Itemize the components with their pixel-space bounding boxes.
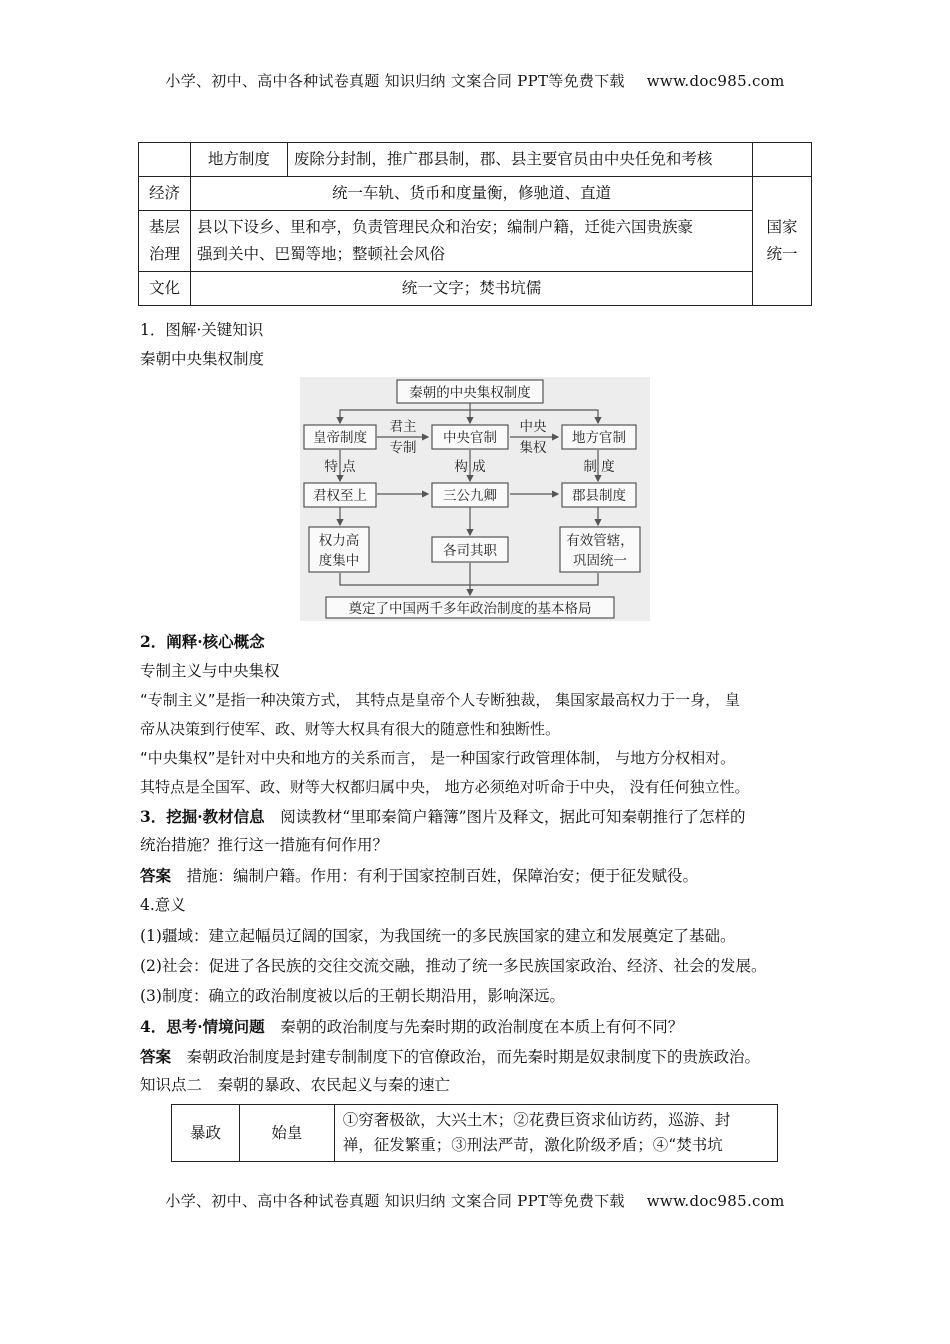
content-line-a: ①穷奢极欲，大兴土木；②花费巨资求仙访药，巡游、封	[342, 1111, 731, 1129]
header-url[interactable]: www.doc985.com	[646, 72, 785, 90]
table-cell-sub-label: 始皇	[239, 1105, 334, 1162]
central-power-diagram	[300, 377, 650, 621]
table-row	[139, 177, 812, 211]
answer-label: 答案	[140, 1047, 172, 1066]
page-header	[0, 70, 950, 91]
section-3-question-text: 阅读教材“里耶秦简户籍簿”图片及释文，据此可知秦朝推行了怎样的	[280, 808, 746, 826]
answer-text: 措施：编制户籍。作用：有利于国家控制百姓，保障治安；便于征发赋役。	[186, 867, 699, 885]
label-line-b: 治理	[148, 245, 180, 263]
node-power-line-b: 度集中	[318, 553, 360, 569]
significance-item-2: (2)社会：促进了各民族的交往交流交融，推动了统一多民族国家政治、经济、社会的发展。	[140, 957, 767, 975]
node-supreme: 君权至上	[313, 488, 367, 504]
section-1-subtitle: 秦朝中央集权制度	[140, 350, 265, 368]
table-row	[139, 272, 812, 306]
content-line-b: 禅，征发繁重；③刑法严苛，激化阶级矛盾；④“焚书坑	[342, 1136, 723, 1154]
table-cell: 废除分封制，推广郡县制，郡、县主要官员由中央任免和考核	[287, 143, 752, 177]
vertical-label: 制 度	[583, 459, 615, 475]
significance-item-1: (1)疆域：建立起幅员辽阔的国家，为我国统一的多民族国家的建立和发展奠定了基础。	[140, 927, 736, 945]
link-label: 中央	[519, 419, 547, 435]
side-label-a: 国家	[766, 218, 798, 236]
section-5-answer	[140, 1042, 812, 1072]
page-footer	[0, 1190, 950, 1211]
vertical-label: 构 成	[454, 459, 486, 475]
concept-paragraph-2-line-1: “中央集权”是针对中央和地方的关系而言， 是一种国家行政管理体制， 与地方分权相对。	[140, 749, 736, 767]
link-label: 君主	[389, 419, 417, 435]
table-row	[139, 143, 812, 177]
table-cell-side	[753, 177, 812, 306]
node-sangong: 三公九卿	[443, 488, 497, 504]
answer-label: 答案	[140, 866, 172, 885]
section-5-question	[140, 1012, 812, 1042]
section-5-question-text: 秦朝的政治制度与先秦时期的政治制度在本质上有何不同？	[280, 1018, 684, 1036]
section-2-subtitle: 专制主义与中央集权	[140, 662, 280, 680]
table-cell-label: 暴政	[172, 1105, 240, 1162]
section-3-title: 3．挖掘·教材信息	[140, 807, 265, 826]
content-line-b: 强到关中、巴蜀等地；整顿社会风俗	[196, 245, 445, 263]
table-cell	[753, 143, 812, 177]
footer-text: 小学、初中、高中各种试卷真题 知识归纳 文案合同 PPT等免费下载	[165, 1192, 625, 1210]
table-cell-label	[139, 211, 191, 272]
link-label: 集权	[519, 440, 547, 456]
node-central: 中央官制	[443, 430, 497, 446]
table-cell	[139, 143, 191, 177]
significance-item-3: (3)制度：确立的政治制度被以后的王朝长期沿用，影响深远。	[140, 987, 565, 1005]
section-3-question-line-1	[140, 802, 812, 832]
header-text: 小学、初中、高中各种试卷真题 知识归纳 文案合同 PPT等免费下载	[165, 72, 625, 90]
tyranny-table	[171, 1104, 778, 1162]
label-line-a: 基层	[148, 218, 180, 236]
section-3-question-line-2: 统治措施？推行这一措施有何作用？	[140, 836, 389, 854]
link-label: 专制	[389, 440, 417, 456]
table-row	[139, 211, 812, 272]
concept-paragraph-2-line-2: 其特点是全国军、政、财等大权都归属中央， 地方必须绝对听命于中央， 没有任何独立性。	[140, 778, 750, 796]
content-line-a: 县以下设乡、里和亭，负责管理民众和治安；编制户籍，迁徙六国贵族豪	[196, 218, 693, 236]
section-3-answer	[140, 861, 812, 891]
table-cell-label: 经济	[139, 177, 191, 211]
concept-paragraph-1-line-2: 帝从决策到行使军、政、财等大权具有很大的随意性和独断性。	[140, 720, 561, 738]
table-cell	[334, 1105, 777, 1162]
section-4-title: 4.意义	[140, 896, 186, 914]
table-cell	[190, 211, 752, 272]
section-1-title: 1．图解·关键知识	[140, 321, 264, 339]
table-cell: 统一车轨、货币和度量衡，修驰道、直道	[190, 177, 752, 211]
node-power-line-a: 权力高	[318, 533, 360, 549]
footer-url[interactable]: www.doc985.com	[646, 1192, 785, 1210]
node-junxian: 郡县制度	[572, 488, 626, 504]
node-duty: 各司其职	[443, 543, 497, 559]
node-bottom: 奠定了中国两千多年政治制度的基本格局	[348, 601, 592, 617]
node-govern-line-a: 有效管辖，	[566, 533, 634, 549]
node-emperor: 皇帝制度	[313, 430, 367, 446]
qin-measures-table	[138, 142, 812, 306]
diagram-title: 秦朝的中央集权制度	[409, 385, 531, 401]
section-6-title: 知识点二 秦朝的暴政、农民起义与秦的速亡	[140, 1076, 451, 1094]
concept-paragraph-1-line-1: “专制主义”是指一种决策方式， 其特点是皇帝个人专断独裁， 集国家最高权力于一身， 皇	[140, 691, 740, 709]
table-cell-label: 文化	[139, 272, 191, 306]
answer-text: 秦朝政治制度是封建专制制度下的官僚政治，而先秦时期是奴隶制度下的贵族政治。	[186, 1048, 761, 1066]
node-govern-line-b: 巩固统一	[573, 553, 627, 569]
table-cell-sub-label: 地方制度	[190, 143, 287, 177]
table-cell: 统一文字；焚书坑儒	[190, 272, 752, 306]
node-local: 地方官制	[572, 430, 626, 446]
vertical-label: 特 点	[324, 459, 356, 475]
section-2-title: 2．阐释·核心概念	[140, 632, 265, 651]
table-row	[172, 1105, 778, 1162]
section-5-title: 4．思考·情境问题	[140, 1017, 265, 1036]
side-label-b: 统一	[766, 245, 798, 263]
